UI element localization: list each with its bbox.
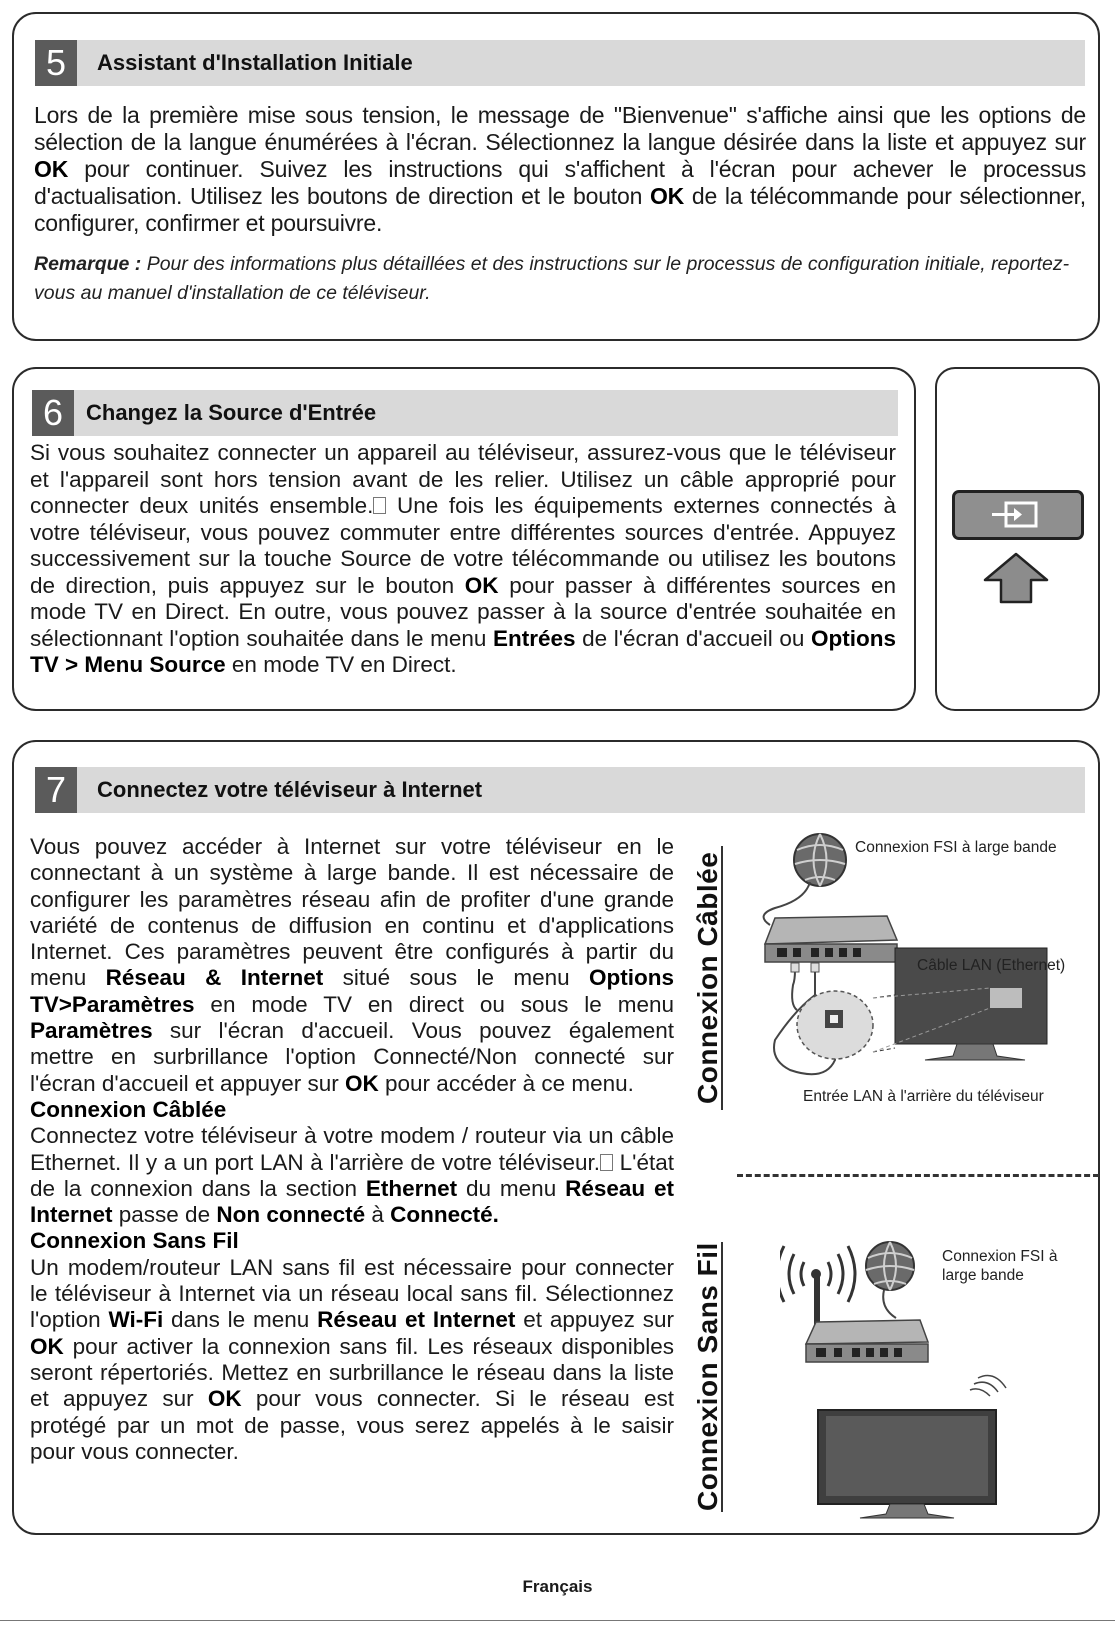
globe-icon: [866, 1242, 914, 1290]
router-icon: [765, 916, 897, 962]
section-7-title: Connectez votre téléviseur à Internet: [97, 777, 483, 802]
input-source-icon: [952, 493, 1084, 537]
footer-rule: [0, 1620, 1115, 1621]
tv-front-icon: [818, 1376, 1006, 1518]
section-5-text: Lors de la première mise sous tension, le message de "Bienvenue" s'affiche ainsi que les options de sélection de la langue énumérées à l'écran. Sélectionnez la langue désirée dans la liste et appuyez sur OK pour continuer. Suivez les instructions qui s'affichent à l'écran pour achever le processus d'actualisation. Utilisez les boutons de direction et le bouton OK de la télécommande pour sélectionner, configurer, confirmer et poursuivre.: [34, 102, 1086, 236]
section-7-header: [35, 767, 1085, 813]
wired-subheading: Connexion Câblée: [30, 1096, 227, 1122]
section-7-number: 7: [35, 767, 77, 813]
globe-icon: [794, 834, 846, 886]
label-lan-cable: Câble LAN (Ethernet): [917, 957, 1066, 974]
diagram-divider: [737, 1174, 1099, 1177]
label-isp-wired: Connexion FSI à large bande: [855, 839, 1057, 856]
section-5-title: Assistant d'Installation Initiale: [97, 50, 413, 75]
label-lan-input: Entrée LAN à l'arrière du téléviseur: [803, 1088, 1044, 1105]
section-5-number: 5: [35, 40, 77, 86]
section-5-header: [35, 40, 1085, 86]
section-6-header: [32, 390, 898, 436]
section-6-number: 6: [32, 390, 74, 436]
section-7-text: Vous pouvez accéder à Internet sur votre téléviseur en le connectant à un système à large bande. Il est nécessaire de configurer les paramètres réseau afin de profiter d'une grande variété de contenus de diffusion en continu et d'applications Internet. Ces paramètres peuvent être configurés à partir du menu Réseau & Internet situé sous le menu Options TV>Paramètres en mode TV en direct ou sous le menu Paramètres sur l'écran d'accueil. Vous pouvez également mettre en surbrillance l'option Connecté/Non connecté sur l'écran d'accueil et appuyer sur OK pour accéder à ce menu. Connexion Câblée Connectez votre téléviseur à votre modem / routeur via un câble Ethernet. Il y a un port LAN à l'arrière de votre téléviseur. L'état de la connexion dans la section Ethernet du menu Réseau et Internet passe de Non connecté à Connecté. Connexion Sans Fil Un modem/routeur LAN sans fil est nécessaire pour connecter le téléviseur à Internet via un réseau local sans fil. Sélectionnez l'option Wi-Fi dans le menu Réseau et Internet et appuyez sur OK pour activer la connexion sans fil. Les réseaux disponibles seront répertoriés. Mettez en surbrillance le réseau dans la liste et appuyez sur OK pour vous connecter. Si le réseau est protégé par un mot de passe, vous serez appelés à le saisir pour vous connecter.: [30, 834, 675, 1464]
wireless-router-icon: [806, 1274, 928, 1362]
up-arrow-icon: [983, 552, 1049, 604]
wired-side-label: Connexion Câblée: [692, 851, 723, 1105]
label-isp-wireless-line1: Connexion FSI à: [942, 1248, 1058, 1265]
footer-language: Français: [522, 1577, 593, 1596]
source-button[interactable]: [952, 490, 1084, 540]
wired-side-rule: [721, 846, 723, 1110]
section-6-title: Changez la Source d'Entrée: [86, 400, 377, 425]
label-isp-wireless-line2: large bande: [942, 1267, 1024, 1284]
wireless-side-rule: [721, 1242, 723, 1512]
section-5-note: Remarque : Pour des informations plus détaillées et des instructions sur le processus de configuration initiale, reportez-vous au manuel d'installation de ce téléviseur.: [34, 253, 1070, 304]
wireless-subheading: Connexion Sans Fil: [30, 1228, 239, 1254]
wireless-side-label: Connexion Sans Fil: [692, 1242, 723, 1512]
section-6-text: Si vous souhaitez connecter un appareil au téléviseur, assurez-vous que le téléviseur et l'appareil sont hors tension avant de les relier. Utilisez un câble approprié pour connecter deux unités ensemble. Une fois les équipements externes connectés à votre téléviseur, vous pouvez commuter entre différentes sources d'entrée. Appuyez successivement sur la touche Source de votre télécommande ou utilisez les boutons de direction, puis appuyez sur le bouton OK pour passer à différentes sources en mode TV en Direct. En outre, vous pouvez passer à la source d'entrée souhaitée en sélectionnant l'option souhaitée dans le menu Entrées de l'écran d'accueil ou Options TV > Menu Source en mode TV en Direct.: [30, 440, 896, 677]
